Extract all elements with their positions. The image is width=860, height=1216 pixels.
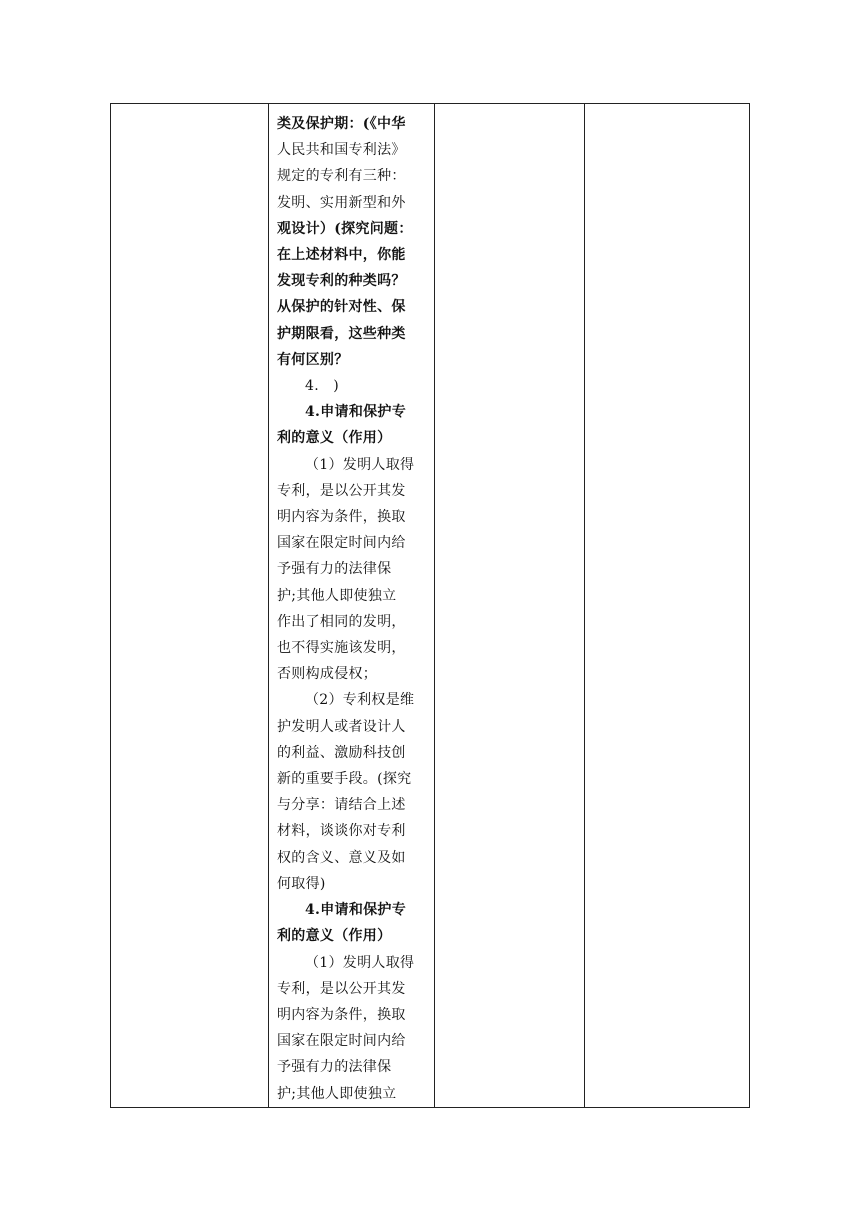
text-line: 在上述材料中，你能 xyxy=(277,247,406,264)
text-line: 利的意义（作用） xyxy=(277,430,392,447)
text-line: 人民共和国专利法》 xyxy=(277,142,406,159)
text-line: 观设计）(探究问题： xyxy=(277,220,413,237)
table-cell-col3 xyxy=(435,104,585,1108)
text-line: 护;其他人即使独立 xyxy=(277,1085,397,1102)
lesson-table xyxy=(110,103,750,1108)
table-cell-col1 xyxy=(111,104,269,1108)
cell-text-content xyxy=(269,104,434,1107)
text-line: 4.申请和保护专 xyxy=(305,404,407,421)
text-line: 何取得) xyxy=(277,875,326,892)
text-line: 护期限看，这些种类 xyxy=(277,325,406,342)
table-cell-col4 xyxy=(585,104,750,1108)
text-line: 发现专利的种类吗？ xyxy=(277,273,406,290)
text-line: 权的含义、意义及如 xyxy=(277,849,406,866)
text-line: 从保护的针对性、保 xyxy=(277,299,406,316)
text-line: 作出了相同的发明， xyxy=(277,613,406,630)
table-row xyxy=(111,104,750,1108)
text-line: 新的重要手段。(探究 xyxy=(277,771,412,788)
text-line: 发明、实用新型和外 xyxy=(277,194,406,211)
text-line: 利的意义（作用） xyxy=(277,928,392,945)
text-line: 护发明人或者设计人 xyxy=(277,718,406,735)
table-cell-col2 xyxy=(269,104,435,1108)
text-line: 材料，谈谈你对专利 xyxy=(277,823,406,840)
text-line: 与分享：请结合上述 xyxy=(277,797,406,814)
text-line: 专利，是以公开其发 xyxy=(277,980,406,997)
text-line: 专利，是以公开其发 xyxy=(277,482,406,499)
text-line: （1）发明人取得 xyxy=(305,456,415,473)
text-line: 也不得实施该发明， xyxy=(277,640,406,657)
text-line: 4.申请和保护专 xyxy=(305,902,407,919)
text-line: 国家在限定时间内给 xyxy=(277,1033,406,1050)
text-line: 予强有力的法律保 xyxy=(277,561,392,578)
text-line: 予强有力的法律保 xyxy=(277,1059,392,1076)
text-line: 有何区别？ xyxy=(277,351,349,368)
text-line: 类及保护期：(《中华 xyxy=(277,116,406,132)
text-line: 否则构成侵权； xyxy=(277,666,378,683)
text-line: 明内容为条件，换取 xyxy=(277,1006,406,1023)
text-line: 规定的专利有三种： xyxy=(277,168,406,185)
text-line: 4. ) xyxy=(305,378,340,395)
text-line: 明内容为条件，换取 xyxy=(277,509,406,526)
text-line: 国家在限定时间内给 xyxy=(277,535,406,552)
text-line: （1）发明人取得 xyxy=(305,954,415,971)
text-line: （2）专利权是维 xyxy=(305,692,415,709)
text-line: 的利益、激励科技创 xyxy=(277,744,406,761)
text-line: 护;其他人即使独立 xyxy=(277,587,397,604)
